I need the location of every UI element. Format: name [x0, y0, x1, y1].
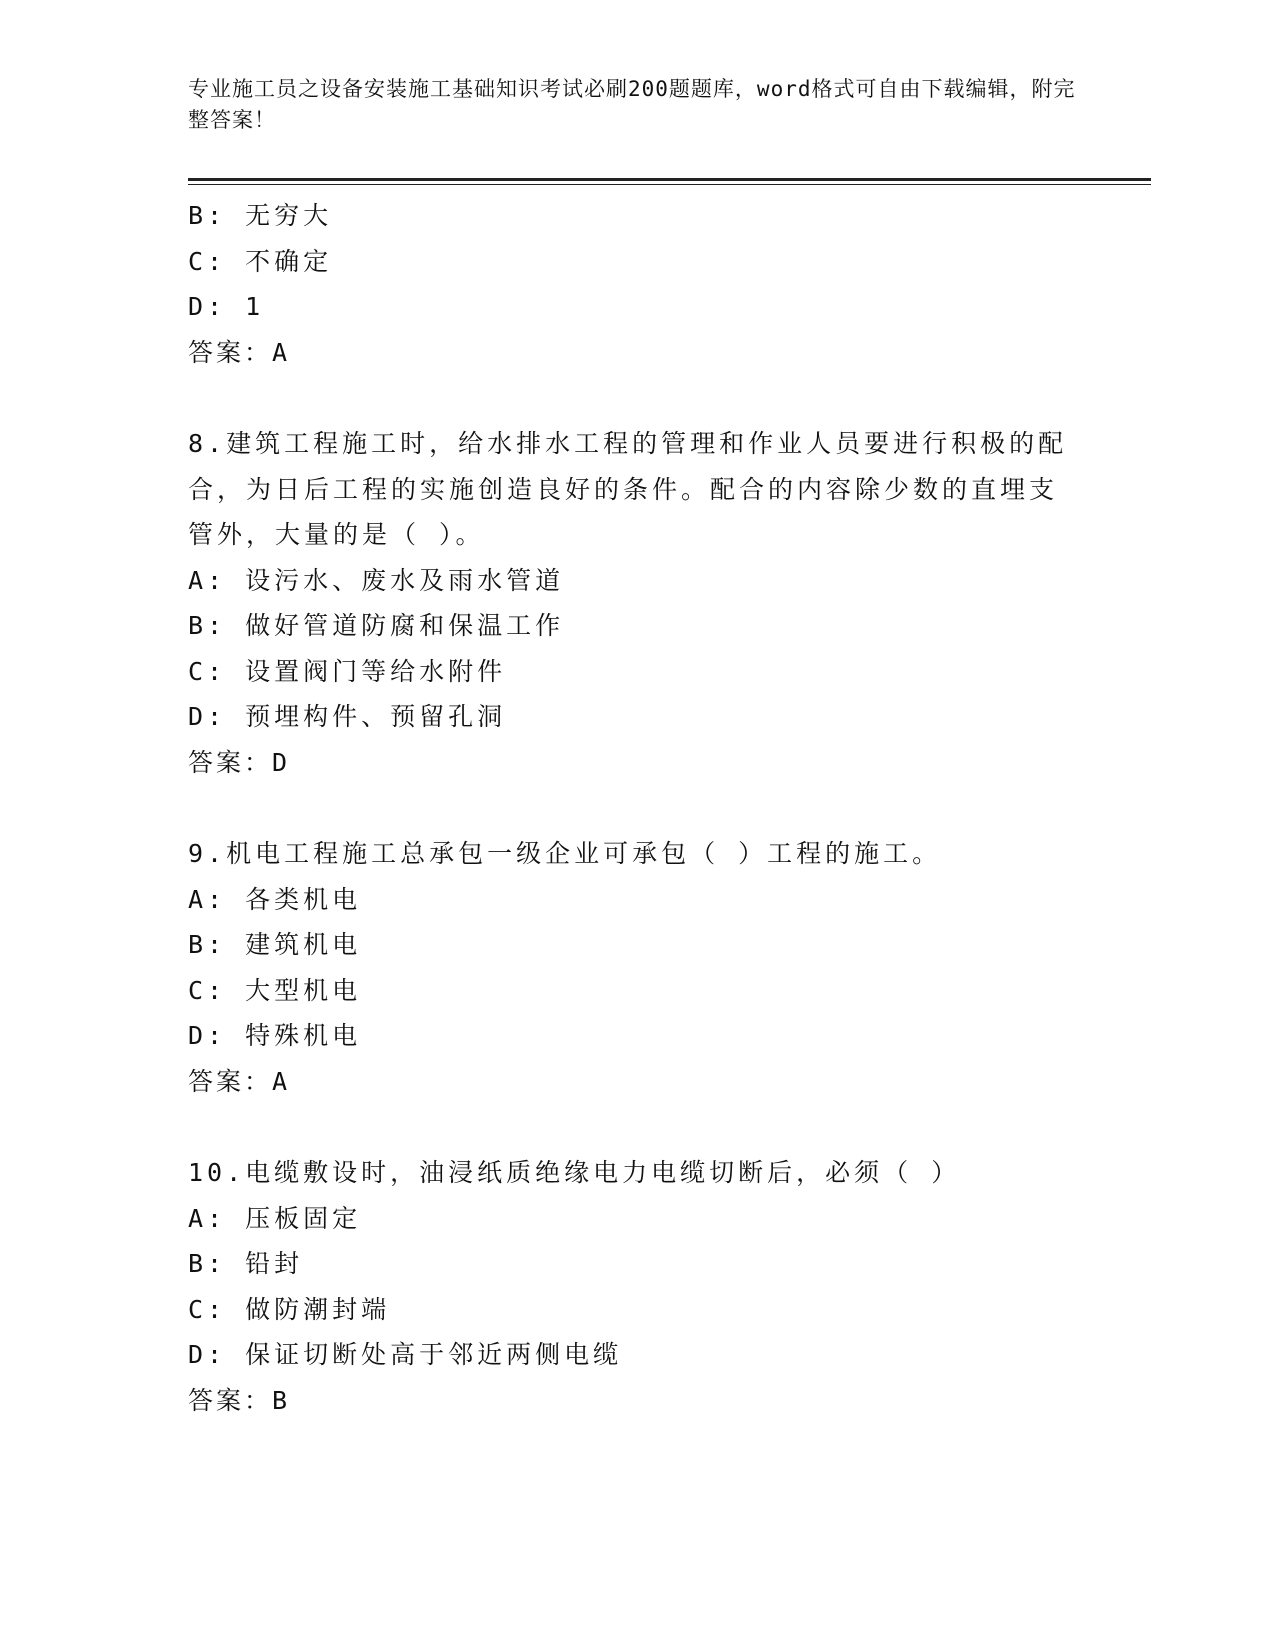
- answer-line: 答案：D: [188, 747, 291, 777]
- option-d: D: 保证切断处高于邻近两侧电缆: [188, 1340, 623, 1369]
- question-stem-line: 管外，大量的是（ ）。: [188, 520, 485, 549]
- option-b: B: 铅封: [188, 1249, 304, 1278]
- answer-line: 答案：A: [188, 1066, 291, 1096]
- option-d: D: 特殊机电: [188, 1021, 362, 1050]
- question-gap: [188, 375, 1068, 421]
- question-gap: [188, 1104, 1068, 1150]
- answer-line: 答案：A: [188, 337, 291, 367]
- header-divider-thin: [188, 184, 1151, 185]
- document-header: [188, 74, 1088, 136]
- question-stem-line: 8.建筑工程施工时，给水排水工程的管理和作业人员要进行积极的配: [188, 429, 1068, 458]
- option-c: C: 设置阀门等给水附件: [188, 656, 507, 686]
- option-c: C: 做防潮封端: [188, 1294, 391, 1324]
- question-stem-line: 9.机电工程施工总承包一级企业可承包（ ）工程的施工。: [188, 839, 942, 868]
- option-d: D: 1: [188, 292, 265, 321]
- option-a: A: 压板固定: [188, 1203, 362, 1233]
- option-c: C: 不确定: [188, 246, 333, 276]
- option-a: A: 设污水、废水及雨水管道: [188, 565, 565, 595]
- question-block-9: [188, 831, 1068, 1104]
- header-divider-thick: [188, 178, 1151, 181]
- option-b: B: 建筑机电: [188, 930, 362, 959]
- option-d: D: 预埋构件、预留孔洞: [188, 702, 507, 731]
- option-c: C: 大型机电: [188, 975, 362, 1005]
- question-stem-line: 10.电缆敷设时，油浸纸质绝缘电力电缆切断后，必须（ ）: [188, 1158, 961, 1187]
- option-a: A: 各类机电: [188, 884, 362, 914]
- question-gap: [188, 785, 1068, 831]
- option-b: B: 做好管道防腐和保温工作: [188, 611, 565, 640]
- question-block-10: [188, 1150, 1068, 1423]
- answer-line: 答案：B: [188, 1385, 291, 1415]
- question-block-7: [188, 193, 1068, 375]
- document-title: 专业施工员之设备安装施工基础知识考试必刷200题题库，word格式可自由下载编辑，附完整答案！: [188, 77, 1076, 132]
- question-stem-line: 合，为日后工程的实施创造良好的条件。配合的内容除少数的直埋支: [188, 474, 1059, 504]
- option-b: B: 无穷大: [188, 201, 333, 230]
- question-list: [188, 193, 1068, 1423]
- question-block-8: [188, 421, 1068, 785]
